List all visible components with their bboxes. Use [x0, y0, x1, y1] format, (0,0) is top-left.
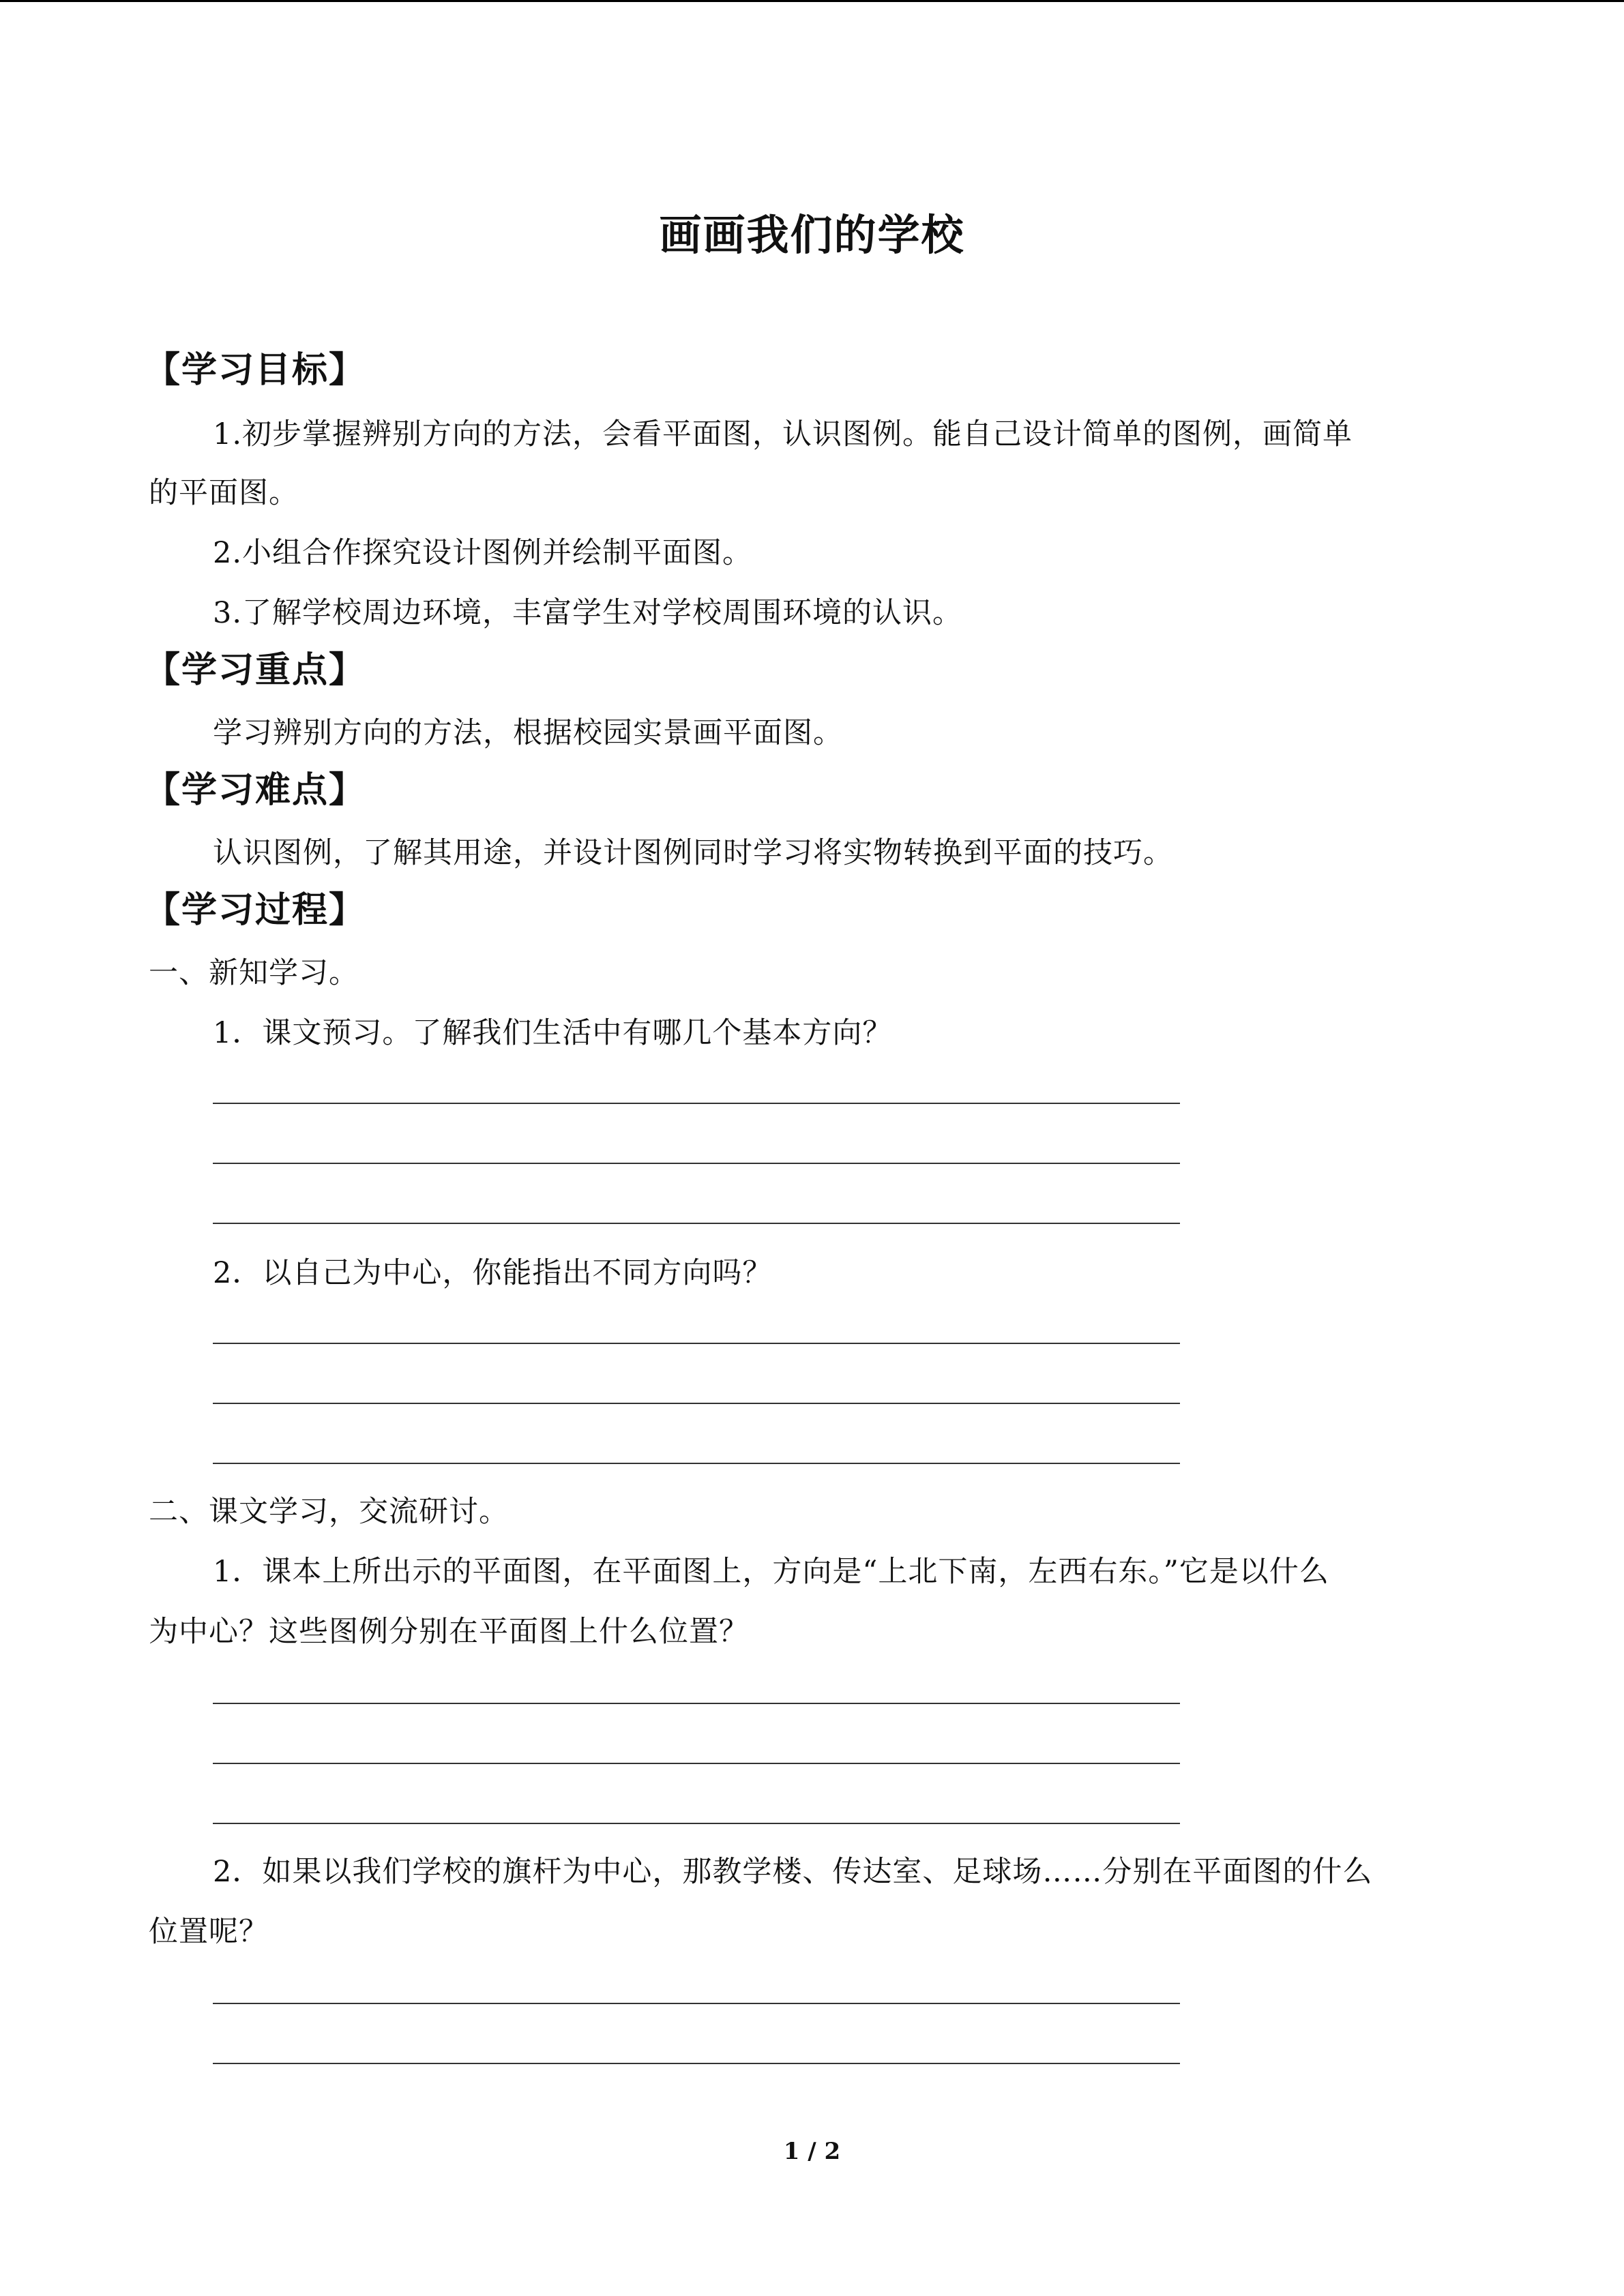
part2-question-1-line-1: 1．课本上所出示的平面图，在平面图上，方向是“上北下南，左西右东。”它是以什么	[213, 1555, 1329, 1589]
answer-line	[213, 2003, 1180, 2004]
heading-learning-goals: 【学习目标】	[145, 350, 366, 391]
heading-learning-process: 【学习过程】	[145, 890, 366, 931]
part1-title: 一、新知学习。	[149, 956, 359, 990]
answer-line	[213, 1823, 1180, 1824]
key-points-text: 学习辨别方向的方法，根据校园实景画平面图。	[213, 716, 843, 750]
goal-item-3: 3.了解学校周边环境，丰富学生对学校周围环境的认识。	[213, 596, 963, 630]
goal-item-2: 2.小组合作探究设计图例并绘制平面图。	[213, 536, 753, 570]
answer-line	[213, 1763, 1180, 1764]
answer-line	[213, 1463, 1180, 1464]
answer-line	[213, 2063, 1180, 2064]
answer-line	[213, 1223, 1180, 1224]
page-title: 画画我们的学校	[659, 210, 965, 260]
part2-question-2-line-1: 2．如果以我们学校的旗杆为中心，那教学楼、传达室、足球场……分别在平面图的什么	[213, 1855, 1373, 1889]
answer-line	[213, 1343, 1180, 1344]
part1-question-1: 1．课文预习。了解我们生活中有哪几个基本方向？	[213, 1016, 893, 1050]
page-number: 1 / 2	[783, 2138, 841, 2165]
part2-question-2-line-2: 位置呢？	[149, 1915, 269, 1949]
part2-question-1-line-2: 为中心？这些图例分别在平面图上什么位置？	[149, 1615, 749, 1649]
answer-line	[213, 1163, 1180, 1164]
part2-title: 二、课文学习，交流研讨。	[149, 1495, 509, 1529]
part1-question-2: 2．以自己为中心，你能指出不同方向吗？	[213, 1256, 773, 1290]
answer-line	[213, 1103, 1180, 1104]
answer-line	[213, 1703, 1180, 1704]
answer-line	[213, 1403, 1180, 1404]
difficulties-text: 认识图例，了解其用途，并设计图例同时学习将实物转换到平面的技巧。	[213, 836, 1173, 870]
heading-difficulties: 【学习难点】	[145, 770, 366, 811]
goal-item-1-line-2: 的平面图。	[149, 476, 299, 510]
goal-item-1-line-1: 1.初步掌握辨别方向的方法，会看平面图，认识图例。能自己设计简单的图例，画简单	[213, 417, 1353, 451]
heading-key-points: 【学习重点】	[145, 650, 366, 691]
